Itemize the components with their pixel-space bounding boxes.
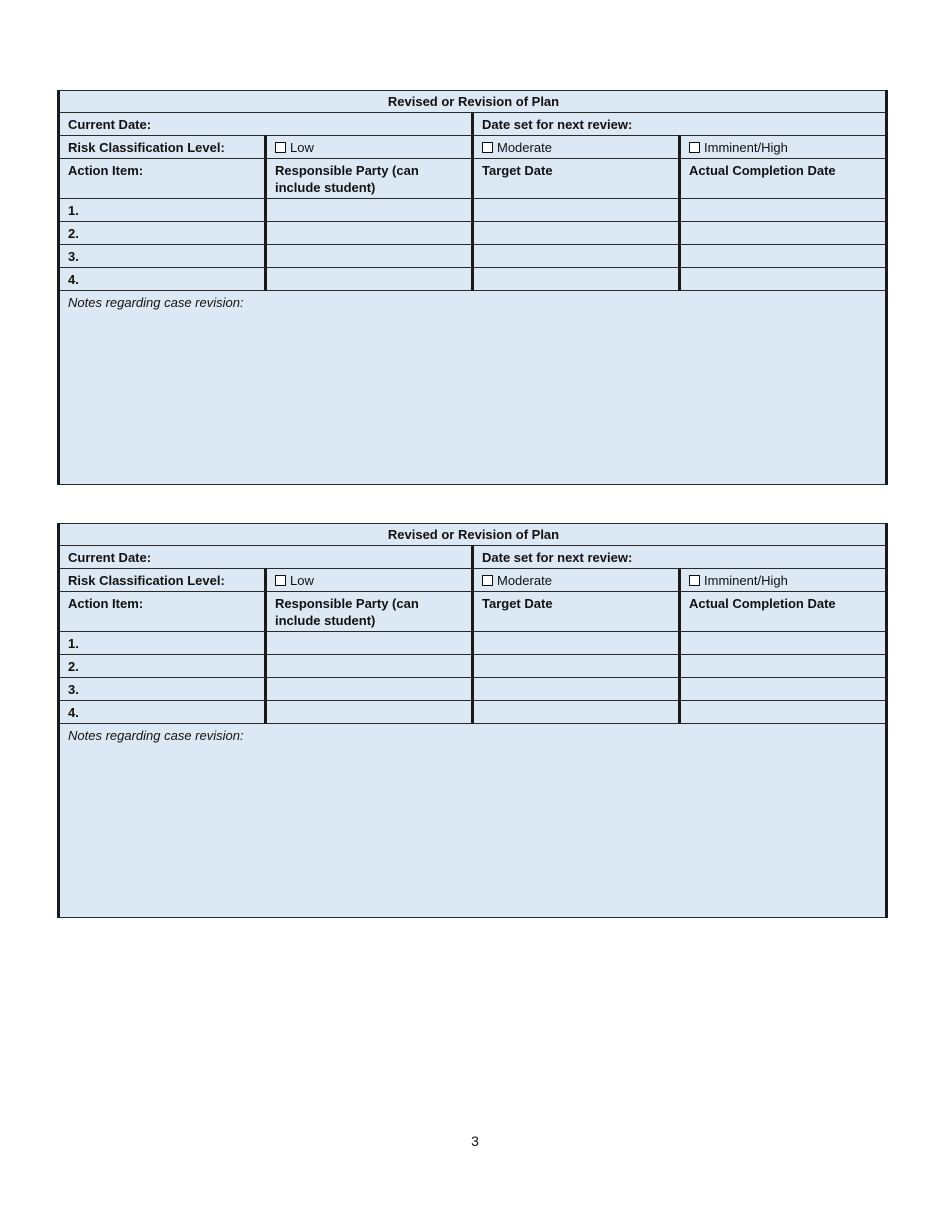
- header-target-date: Target Date: [473, 592, 680, 632]
- row-number: 1.: [59, 632, 266, 655]
- header-responsible-party: [266, 159, 473, 199]
- row-number: 2.: [59, 655, 266, 678]
- row-number: 3.: [59, 245, 266, 268]
- revision-plan-table-2: [57, 523, 888, 918]
- notes-field[interactable]: Notes regarding case revision:: [59, 724, 887, 918]
- responsible-party-cell[interactable]: [266, 678, 473, 701]
- risk-option-moderate[interactable]: [473, 136, 680, 159]
- header-target-date: Target Date: [473, 159, 680, 199]
- risk-option-label: Imminent/High: [704, 140, 788, 155]
- risk-option-imminent-high[interactable]: [680, 569, 887, 592]
- target-date-cell[interactable]: [473, 701, 680, 724]
- completion-date-cell[interactable]: [680, 678, 887, 701]
- row-number: 2.: [59, 222, 266, 245]
- row-number: 3.: [59, 678, 266, 701]
- table-row: [59, 245, 887, 268]
- completion-date-cell[interactable]: [680, 222, 887, 245]
- completion-date-cell[interactable]: [680, 268, 887, 291]
- header-responsible-line2: include student): [275, 180, 376, 195]
- checkbox-icon[interactable]: [482, 142, 493, 153]
- target-date-cell[interactable]: [473, 222, 680, 245]
- target-date-cell[interactable]: [473, 268, 680, 291]
- risk-option-label: Imminent/High: [704, 573, 788, 588]
- risk-option-moderate[interactable]: [473, 569, 680, 592]
- table-row: [59, 222, 887, 245]
- risk-option-label: Low: [290, 573, 314, 588]
- table-row: [59, 655, 887, 678]
- table-row: [59, 678, 887, 701]
- table-row: [59, 632, 887, 655]
- completion-date-cell[interactable]: [680, 655, 887, 678]
- next-review-date-field[interactable]: Date set for next review:: [473, 113, 887, 136]
- completion-date-cell[interactable]: [680, 632, 887, 655]
- responsible-party-cell[interactable]: [266, 701, 473, 724]
- risk-option-imminent-high[interactable]: [680, 136, 887, 159]
- target-date-cell[interactable]: [473, 655, 680, 678]
- header-responsible-line2: include student): [275, 613, 376, 628]
- notes-field[interactable]: Notes regarding case revision:: [59, 291, 887, 485]
- plan-title: Revised or Revision of Plan: [59, 524, 887, 546]
- responsible-party-cell[interactable]: [266, 245, 473, 268]
- risk-classification-label: Risk Classification Level:: [59, 569, 266, 592]
- responsible-party-cell[interactable]: [266, 632, 473, 655]
- header-actual-completion-date: Actual Completion Date: [680, 592, 887, 632]
- completion-date-cell[interactable]: [680, 701, 887, 724]
- plan-title: Revised or Revision of Plan: [59, 91, 887, 113]
- table-row: [59, 701, 887, 724]
- header-responsible-line1: Responsible Party (can: [275, 596, 419, 611]
- header-responsible-party: [266, 592, 473, 632]
- risk-option-low[interactable]: [266, 569, 473, 592]
- risk-option-low[interactable]: [266, 136, 473, 159]
- checkbox-icon[interactable]: [275, 142, 286, 153]
- completion-date-cell[interactable]: [680, 199, 887, 222]
- completion-date-cell[interactable]: [680, 245, 887, 268]
- target-date-cell[interactable]: [473, 199, 680, 222]
- row-number: 4.: [59, 701, 266, 724]
- target-date-cell[interactable]: [473, 632, 680, 655]
- current-date-field[interactable]: Current Date:: [59, 113, 473, 136]
- header-action-item: Action Item:: [59, 159, 266, 199]
- header-responsible-line1: Responsible Party (can: [275, 163, 419, 178]
- header-action-item: Action Item:: [59, 592, 266, 632]
- table-row: [59, 268, 887, 291]
- responsible-party-cell[interactable]: [266, 268, 473, 291]
- table-row: [59, 199, 887, 222]
- risk-option-label: Moderate: [497, 140, 552, 155]
- checkbox-icon[interactable]: [482, 575, 493, 586]
- page-number: 3: [471, 1133, 479, 1149]
- target-date-cell[interactable]: [473, 678, 680, 701]
- responsible-party-cell[interactable]: [266, 222, 473, 245]
- checkbox-icon[interactable]: [275, 575, 286, 586]
- header-actual-completion-date: Actual Completion Date: [680, 159, 887, 199]
- checkbox-icon[interactable]: [689, 142, 700, 153]
- responsible-party-cell[interactable]: [266, 199, 473, 222]
- current-date-field[interactable]: Current Date:: [59, 546, 473, 569]
- row-number: 1.: [59, 199, 266, 222]
- row-number: 4.: [59, 268, 266, 291]
- target-date-cell[interactable]: [473, 245, 680, 268]
- checkbox-icon[interactable]: [689, 575, 700, 586]
- next-review-date-field[interactable]: Date set for next review:: [473, 546, 887, 569]
- risk-classification-label: Risk Classification Level:: [59, 136, 266, 159]
- risk-option-label: Low: [290, 140, 314, 155]
- revision-plan-table-1: [57, 90, 888, 485]
- risk-option-label: Moderate: [497, 573, 552, 588]
- responsible-party-cell[interactable]: [266, 655, 473, 678]
